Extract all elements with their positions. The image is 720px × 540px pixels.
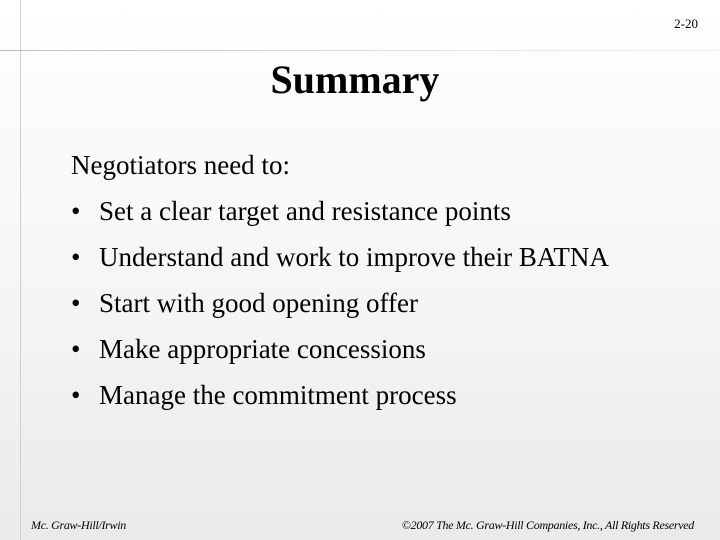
slide-body <box>71 142 711 418</box>
bullet-text: Make appropriate concessions <box>99 334 426 364</box>
bullet-item <box>71 372 711 418</box>
intro-text: Negotiators need to: <box>71 150 290 180</box>
footer-publisher: Mc. Graw-Hill/Irwin <box>31 518 126 532</box>
bullet-text: Start with good opening offer <box>99 288 418 318</box>
bullet-icon: • <box>71 288 81 318</box>
slide-title: Summary <box>270 57 440 102</box>
bullet-item <box>71 188 711 234</box>
footer-copyright: ©2007 The Mc. Graw-Hill Companies, Inc., All Rights Reserved <box>401 518 694 532</box>
bullet-icon: • <box>71 196 81 226</box>
bullet-list <box>71 188 711 418</box>
page-number: 2-20 <box>674 16 698 31</box>
bullet-text: Manage the commitment process <box>99 380 457 410</box>
bullet-text: Understand and work to improve their BATNA <box>99 242 609 272</box>
top-divider <box>0 50 720 51</box>
bullet-icon: • <box>71 334 81 364</box>
bullet-text: Set a clear target and resistance points <box>99 196 511 226</box>
bullet-icon: • <box>71 380 81 410</box>
bullet-item <box>71 280 711 326</box>
bullet-icon: • <box>71 242 81 272</box>
bullet-item <box>71 234 711 280</box>
bullet-item <box>71 326 711 372</box>
